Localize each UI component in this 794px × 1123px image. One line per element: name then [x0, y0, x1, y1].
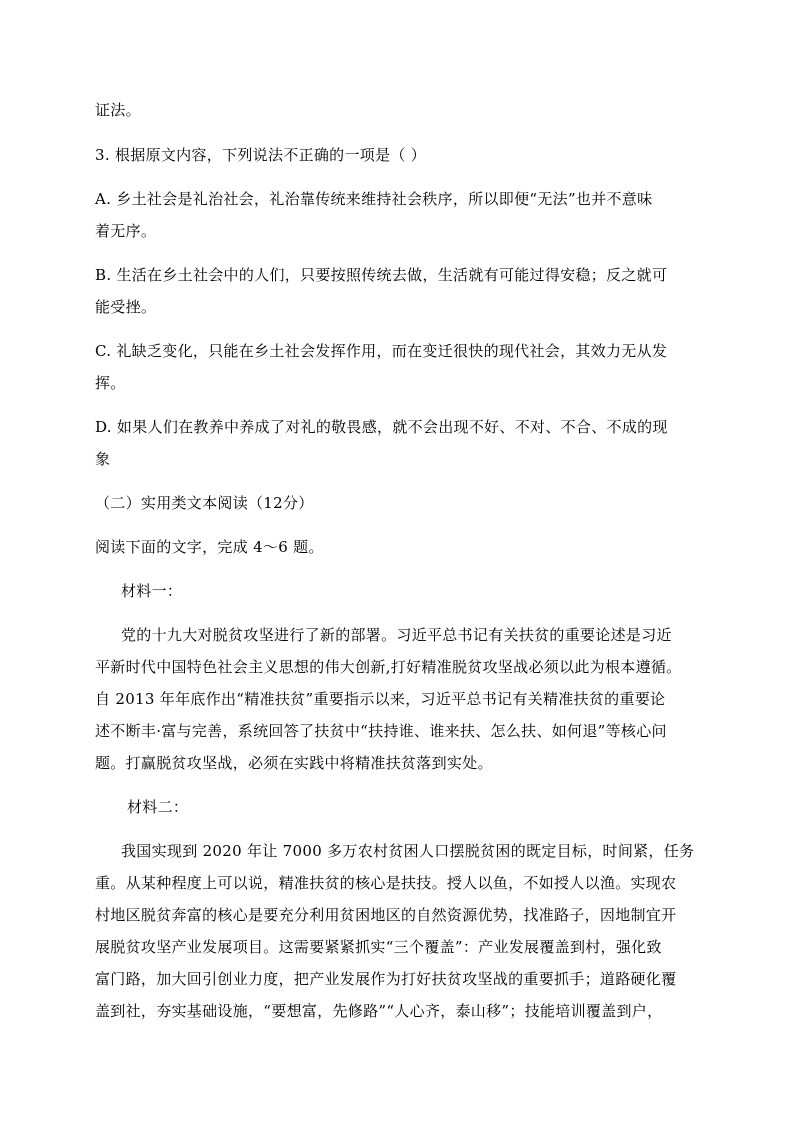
material-2-heading: 材料二： [127, 798, 189, 816]
option-c-line-1: C. 礼缺乏变化，只能在乡土社会发挥作用，而在变迁很快的现代社会，其效力无从发 [95, 342, 668, 360]
text-line: 证法。 [95, 101, 141, 119]
material-1-line: 党的十九大对脱贫攻坚进行了新的部署。习近平总书记有关扶贫的重要论述是习近 [121, 626, 672, 644]
section-heading: （二）实用类文本阅读（12分） [95, 494, 314, 512]
option-d-line-1: D. 如果人们在教养中养成了对礼的敬畏感，就不会出现不好、不对、不合、不成的现 [95, 418, 668, 436]
option-b-line-1: B. 生活在乡土社会中的人们，只要按照传统去做，生活就有可能过得安稳；反之就可 [95, 266, 668, 284]
reading-instruction: 阅读下面的文字，完成 4～6 题。 [95, 538, 324, 556]
option-b-line-2: 能受挫。 [95, 298, 157, 316]
material-2-line: 盖到社，夯实基础设施，“要想富，先修路”“人心齐，泰山移”；技能培训覆盖到户， [95, 1002, 663, 1020]
question-3-stem: 3. 根据原文内容，下列说法不正确的一项是（ ） [95, 146, 427, 164]
material-1-line: 题。打赢脱贫攻坚战，必须在实践中将精准扶贫落到实处。 [95, 754, 493, 772]
option-d-line-2: 象 [95, 450, 111, 468]
material-1-line: 平新时代中国特色社会主义思想的伟大创新,打好精准脱贫攻坚战必须以此为根本遵循。 [95, 658, 682, 676]
option-a-line-1: A. 乡土社会是礼治社会，礼治靠传统来维持社会秩序，所以即便“无法”也并不意味 [95, 190, 653, 208]
material-2-line: 展脱贫攻坚产业发展项目。这需要紧紧抓实“三个覆盖”：产业发展覆盖到村，强化致 [95, 938, 662, 956]
material-2-line: 重。从某种程度上可以说，精准扶贫的核心是扶技。授人以鱼，不如授人以渔。实现农 [95, 874, 677, 892]
material-2-line: 富门路，加大回引创业力度，把产业发展作为打好扶贫攻坚战的重要抓手；道路硬化覆 [95, 970, 677, 988]
material-1-heading: 材料一： [121, 582, 183, 600]
material-1-line: 述不断丰·富与完善，系统回答了扶贫中“扶持谁、谁来扶、怎么扶、如何退”等核心问 [95, 722, 667, 740]
option-c-line-2: 挥。 [95, 374, 126, 392]
material-2-line: 村地区脱贫奔富的核心是要充分利用贫困地区的自然资源优势，找准路子，因地制宜开 [95, 906, 677, 924]
material-1-line: 自 2013 年年底作出“精准扶贫”重要指示以来，习近平总书记有关精准扶贫的重要论 [95, 690, 666, 708]
material-2-line: 我国实现到 2020 年让 7000 多万农村贫困人口摆脱贫困的既定目标，时间紧，任务 [121, 842, 695, 860]
option-a-line-2: 着无序。 [95, 222, 157, 240]
